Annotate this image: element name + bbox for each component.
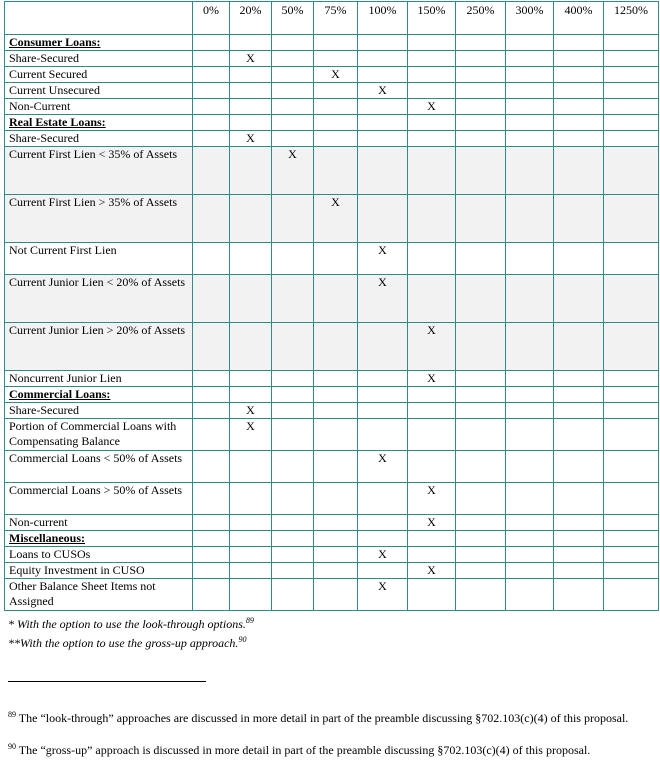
empty-cell [506, 419, 554, 451]
empty-cell [604, 275, 659, 323]
empty-cell [554, 403, 604, 419]
empty-cell [230, 371, 272, 387]
empty-cell [230, 35, 272, 51]
empty-cell [358, 403, 408, 419]
empty-cell [408, 243, 456, 275]
header-row [5, 2, 659, 35]
empty-cell [230, 515, 272, 531]
column-header: 20% [230, 2, 272, 35]
empty-cell [272, 195, 314, 243]
checkmark-cell: X [230, 419, 272, 451]
empty-cell [554, 563, 604, 579]
empty-cell [314, 451, 358, 483]
checkmark-cell: X [314, 195, 358, 243]
empty-cell [272, 51, 314, 67]
empty-cell [456, 131, 506, 147]
empty-cell [408, 131, 456, 147]
empty-cell [604, 451, 659, 483]
empty-cell [604, 67, 659, 83]
empty-cell [604, 515, 659, 531]
empty-cell [314, 547, 358, 563]
empty-cell [358, 131, 408, 147]
empty-cell [408, 275, 456, 323]
empty-cell [456, 579, 506, 611]
empty-cell [358, 371, 408, 387]
empty-cell [272, 243, 314, 275]
section-row [5, 115, 659, 131]
empty-cell [604, 387, 659, 403]
empty-cell [456, 115, 506, 131]
empty-cell [358, 195, 408, 243]
empty-cell [554, 371, 604, 387]
empty-cell [358, 51, 408, 67]
table-notes [8, 613, 254, 651]
checkmark-cell: X [230, 403, 272, 419]
empty-cell [272, 275, 314, 323]
empty-cell [358, 99, 408, 115]
empty-cell [272, 115, 314, 131]
column-header: 75% [314, 2, 358, 35]
empty-cell [272, 563, 314, 579]
empty-cell [193, 547, 230, 563]
footnote-90: $^{90}$ The “gross-up” approach is discussed in more detail in part of the preamble discussing §702.103(c)(4) of this proposal. [8, 742, 591, 757]
empty-cell [604, 195, 659, 243]
empty-cell [554, 531, 604, 547]
empty-cell [314, 275, 358, 323]
empty-cell [358, 147, 408, 195]
empty-cell [506, 51, 554, 67]
empty-cell [456, 99, 506, 115]
empty-cell [314, 515, 358, 531]
checkmark-cell: X [358, 243, 408, 275]
empty-cell [193, 451, 230, 483]
empty-cell [272, 483, 314, 515]
table-row [5, 67, 659, 83]
empty-cell [230, 195, 272, 243]
empty-cell [408, 195, 456, 243]
empty-cell [604, 35, 659, 51]
empty-cell [193, 67, 230, 83]
row-label: Current Unsecured [5, 83, 193, 99]
empty-cell [193, 531, 230, 547]
footnote-separator [8, 681, 206, 682]
empty-cell [230, 483, 272, 515]
section-row [5, 35, 659, 51]
empty-cell [506, 547, 554, 563]
table-row [5, 451, 659, 483]
empty-cell [230, 451, 272, 483]
empty-cell [193, 371, 230, 387]
note-gross-up: **With the option to use the gross-up approach.$^{90}$ [8, 635, 247, 650]
empty-cell [358, 387, 408, 403]
empty-cell [456, 243, 506, 275]
empty-cell [506, 131, 554, 147]
empty-cell [456, 371, 506, 387]
checkmark-cell: X [408, 515, 456, 531]
checkmark-cell: X [314, 67, 358, 83]
empty-cell [230, 531, 272, 547]
table-row [5, 51, 659, 67]
empty-cell [314, 403, 358, 419]
section-heading: Miscellaneous: [5, 531, 193, 547]
empty-cell [230, 323, 272, 371]
empty-cell [506, 275, 554, 323]
row-label: Current Junior Lien < 20% of Assets [5, 275, 193, 323]
empty-cell [193, 243, 230, 275]
empty-cell [230, 563, 272, 579]
row-label: Equity Investment in CUSO [5, 563, 193, 579]
empty-cell [272, 531, 314, 547]
column-header: 100% [358, 2, 408, 35]
column-header: 0% [193, 2, 230, 35]
empty-cell [506, 515, 554, 531]
empty-cell [408, 419, 456, 451]
footnote-89: $^{89}$ The “look-through” approaches are discussed in more detail in part of the preamble discussing §702.103(c)(4) of this proposal. [8, 710, 629, 725]
empty-cell [230, 83, 272, 99]
empty-cell [506, 83, 554, 99]
checkmark-cell: X [358, 451, 408, 483]
empty-cell [193, 35, 230, 51]
checkmark-cell: X [272, 147, 314, 195]
empty-cell [456, 451, 506, 483]
empty-cell [408, 531, 456, 547]
empty-cell [272, 83, 314, 99]
table-row [5, 483, 659, 515]
empty-cell [456, 147, 506, 195]
empty-cell [408, 67, 456, 83]
empty-cell [506, 483, 554, 515]
empty-cell [456, 515, 506, 531]
empty-cell [193, 147, 230, 195]
empty-cell [456, 275, 506, 323]
empty-cell [554, 147, 604, 195]
row-label: Share-Secured [5, 403, 193, 419]
empty-cell [554, 323, 604, 371]
empty-cell [506, 403, 554, 419]
checkmark-cell: X [358, 547, 408, 563]
empty-cell [604, 147, 659, 195]
empty-cell [193, 403, 230, 419]
empty-cell [358, 67, 408, 83]
empty-cell [314, 83, 358, 99]
table-row [5, 515, 659, 531]
empty-cell [604, 579, 659, 611]
column-header: 150% [408, 2, 456, 35]
empty-cell [193, 195, 230, 243]
empty-cell [193, 579, 230, 611]
empty-cell [230, 243, 272, 275]
empty-cell [272, 547, 314, 563]
empty-cell [314, 99, 358, 115]
empty-cell [554, 387, 604, 403]
section-row [5, 531, 659, 547]
checkmark-cell: X [408, 99, 456, 115]
empty-cell [193, 115, 230, 131]
empty-cell [604, 547, 659, 563]
empty-cell [456, 483, 506, 515]
empty-cell [230, 275, 272, 323]
row-label: Non-Current [5, 99, 193, 115]
table-row [5, 563, 659, 579]
empty-cell [506, 371, 554, 387]
empty-cell [604, 131, 659, 147]
empty-cell [604, 115, 659, 131]
empty-cell [506, 563, 554, 579]
empty-cell [358, 419, 408, 451]
empty-cell [230, 115, 272, 131]
empty-cell [554, 275, 604, 323]
empty-cell [604, 99, 659, 115]
column-header: 300% [506, 2, 554, 35]
checkmark-cell: X [230, 131, 272, 147]
empty-cell [230, 99, 272, 115]
checkmark-cell: X [358, 579, 408, 611]
empty-cell [506, 451, 554, 483]
checkmark-cell: X [408, 371, 456, 387]
empty-cell [193, 131, 230, 147]
row-label: Loans to CUSOs [5, 547, 193, 563]
empty-cell [272, 451, 314, 483]
empty-cell [272, 419, 314, 451]
empty-cell [554, 419, 604, 451]
empty-cell [230, 147, 272, 195]
empty-cell [506, 531, 554, 547]
empty-cell [314, 419, 358, 451]
section-heading: Consumer Loans: [5, 35, 193, 51]
empty-cell [456, 323, 506, 371]
empty-cell [456, 419, 506, 451]
section-row [5, 387, 659, 403]
empty-cell [358, 515, 408, 531]
checkmark-cell: X [408, 483, 456, 515]
empty-cell [272, 515, 314, 531]
empty-cell [193, 515, 230, 531]
table-row [5, 403, 659, 419]
empty-cell [358, 115, 408, 131]
empty-cell [604, 323, 659, 371]
empty-cell [554, 579, 604, 611]
empty-cell [604, 403, 659, 419]
empty-cell [554, 67, 604, 83]
empty-cell [604, 419, 659, 451]
empty-cell [314, 115, 358, 131]
empty-cell [314, 387, 358, 403]
table-row [5, 83, 659, 99]
empty-cell [408, 147, 456, 195]
empty-cell [408, 115, 456, 131]
empty-cell [272, 371, 314, 387]
empty-cell [272, 323, 314, 371]
empty-cell [314, 579, 358, 611]
empty-cell [358, 483, 408, 515]
empty-cell [408, 35, 456, 51]
header-blank [5, 2, 193, 35]
empty-cell [193, 483, 230, 515]
empty-cell [554, 115, 604, 131]
empty-cell [506, 67, 554, 83]
empty-cell [193, 83, 230, 99]
empty-cell [554, 243, 604, 275]
empty-cell [506, 35, 554, 51]
empty-cell [408, 547, 456, 563]
table-row [5, 547, 659, 563]
empty-cell [506, 243, 554, 275]
empty-cell [314, 563, 358, 579]
empty-cell [193, 419, 230, 451]
table-row [5, 99, 659, 115]
column-header: 50% [272, 2, 314, 35]
empty-cell [456, 35, 506, 51]
checkmark-cell: X [408, 323, 456, 371]
row-label: Current Junior Lien > 20% of Assets [5, 323, 193, 371]
empty-cell [456, 195, 506, 243]
empty-cell [358, 563, 408, 579]
column-header: 1250% [604, 2, 659, 35]
empty-cell [554, 515, 604, 531]
empty-cell [456, 531, 506, 547]
empty-cell [358, 323, 408, 371]
empty-cell [408, 83, 456, 99]
row-label: Share-Secured [5, 51, 193, 67]
empty-cell [314, 371, 358, 387]
empty-cell [506, 195, 554, 243]
empty-cell [230, 547, 272, 563]
section-heading: Real Estate Loans: [5, 115, 193, 131]
row-label: Portion of Commercial Loans with Compensating Balance [5, 419, 193, 451]
empty-cell [604, 371, 659, 387]
table-row [5, 243, 659, 275]
table-row [5, 419, 659, 451]
empty-cell [314, 131, 358, 147]
table-row [5, 195, 659, 243]
risk-weight-table [4, 1, 659, 611]
empty-cell [506, 579, 554, 611]
empty-cell [554, 547, 604, 563]
empty-cell [193, 563, 230, 579]
empty-cell [408, 51, 456, 67]
empty-cell [506, 115, 554, 131]
table-row [5, 147, 659, 195]
checkmark-cell: X [408, 563, 456, 579]
note-look-through: * With the option to use the look-through options.$^{89}$ [8, 616, 254, 631]
row-label: Share-Secured [5, 131, 193, 147]
empty-cell [408, 403, 456, 419]
row-label: Not Current First Lien [5, 243, 193, 275]
empty-cell [408, 579, 456, 611]
table-row [5, 275, 659, 323]
empty-cell [314, 483, 358, 515]
empty-cell [314, 51, 358, 67]
row-label: Current Secured [5, 67, 193, 83]
checkmark-cell: X [358, 83, 408, 99]
empty-cell [358, 531, 408, 547]
empty-cell [604, 483, 659, 515]
empty-cell [554, 83, 604, 99]
empty-cell [506, 99, 554, 115]
empty-cell [604, 83, 659, 99]
empty-cell [604, 563, 659, 579]
table-row [5, 371, 659, 387]
empty-cell [272, 579, 314, 611]
empty-cell [230, 579, 272, 611]
empty-cell [193, 323, 230, 371]
empty-cell [314, 147, 358, 195]
column-header: 250% [456, 2, 506, 35]
empty-cell [314, 531, 358, 547]
empty-cell [272, 387, 314, 403]
empty-cell [554, 483, 604, 515]
section-heading: Commercial Loans: [5, 387, 193, 403]
empty-cell [554, 99, 604, 115]
empty-cell [506, 387, 554, 403]
checkmark-cell: X [230, 51, 272, 67]
empty-cell [456, 563, 506, 579]
row-label: Commercial Loans < 50% of Assets [5, 451, 193, 483]
empty-cell [456, 51, 506, 67]
empty-cell [554, 131, 604, 147]
empty-cell [272, 35, 314, 51]
empty-cell [554, 195, 604, 243]
empty-cell [554, 51, 604, 67]
empty-cell [604, 51, 659, 67]
checkmark-cell: X [358, 275, 408, 323]
empty-cell [408, 387, 456, 403]
table-body [5, 35, 659, 611]
empty-cell [456, 547, 506, 563]
row-label: Other Balance Sheet Items not Assigned [5, 579, 193, 611]
table-row [5, 131, 659, 147]
empty-cell [193, 387, 230, 403]
empty-cell [230, 387, 272, 403]
row-label: Current First Lien > 35% of Assets [5, 195, 193, 243]
empty-cell [272, 403, 314, 419]
empty-cell [554, 451, 604, 483]
row-label: Current First Lien < 35% of Assets [5, 147, 193, 195]
empty-cell [230, 67, 272, 83]
empty-cell [193, 99, 230, 115]
empty-cell [456, 387, 506, 403]
empty-cell [456, 67, 506, 83]
empty-cell [193, 51, 230, 67]
empty-cell [193, 275, 230, 323]
table-row [5, 579, 659, 611]
empty-cell [506, 323, 554, 371]
row-label: Non-current [5, 515, 193, 531]
row-label: Commercial Loans > 50% of Assets [5, 483, 193, 515]
empty-cell [314, 35, 358, 51]
row-label: Noncurrent Junior Lien [5, 371, 193, 387]
table-row [5, 323, 659, 371]
empty-cell [456, 403, 506, 419]
empty-cell [314, 323, 358, 371]
empty-cell [604, 243, 659, 275]
empty-cell [604, 531, 659, 547]
empty-cell [314, 243, 358, 275]
empty-cell [506, 147, 554, 195]
empty-cell [272, 67, 314, 83]
empty-cell [408, 451, 456, 483]
empty-cell [358, 35, 408, 51]
column-header: 400% [554, 2, 604, 35]
empty-cell [554, 35, 604, 51]
empty-cell [272, 99, 314, 115]
empty-cell [272, 131, 314, 147]
empty-cell [456, 83, 506, 99]
